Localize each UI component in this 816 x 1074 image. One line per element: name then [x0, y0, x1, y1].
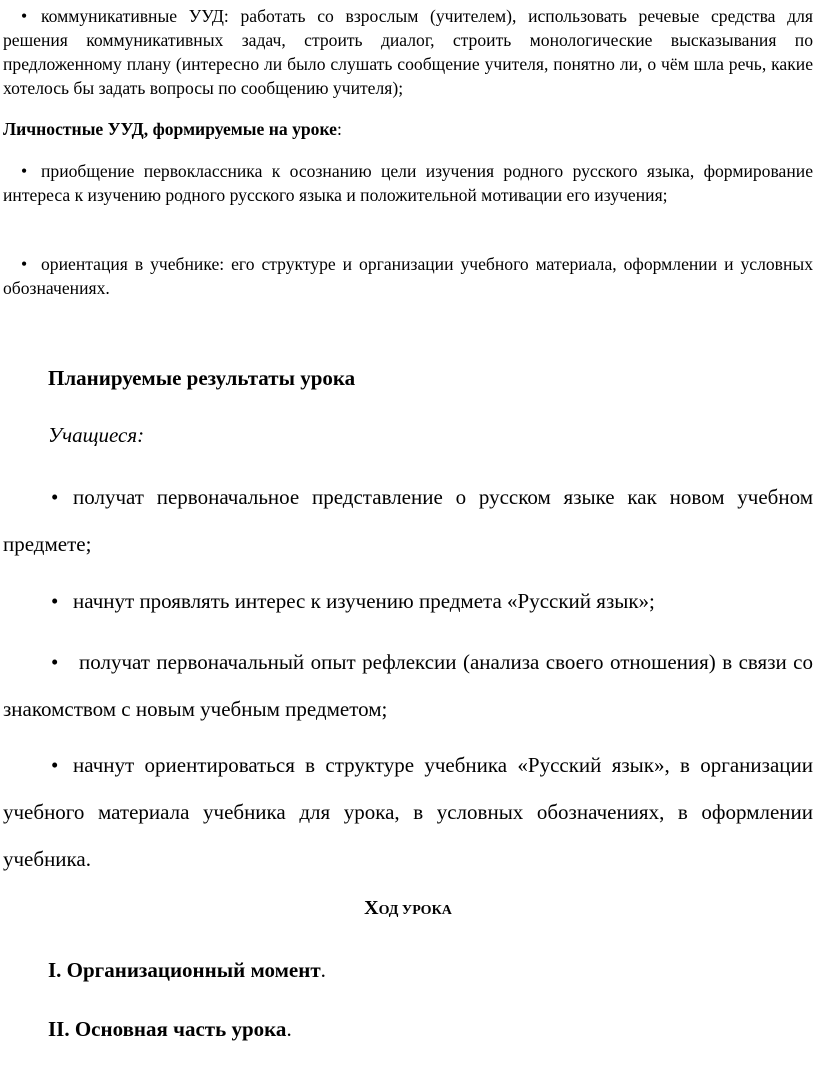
- communicative-uud-text: коммуникативные УУД: работать со взрослым (учителем), использовать речевые средства для решения коммуникативных задач, строить диалог, строить монологические высказывания по предложенному плану (интересно ли было слушать сообщение учителя, понятно ли, о чём шла речь, какие хотелось бы задать вопросы по сообщению учителя);: [3, 6, 813, 98]
- personal-uud-item-text: приобщение первоклассника к осознанию цели изучения родного русского языка, формирование интереса к изучению родного русского языка и положительной мотивации его изучения;: [3, 161, 813, 205]
- planned-result-item-text: получат первоначальный опыт рефлексии (анализа своего отношения) в связи со знакомством с новым учебным предметом;: [3, 650, 813, 721]
- communicative-uud-item: [3, 4, 813, 100]
- students-subheading: Учащиеся:: [48, 423, 145, 447]
- personal-uud-item: [3, 252, 813, 300]
- bullet-icon: •: [51, 589, 59, 613]
- lesson-flow-title: ХОД УРОКА: [364, 897, 452, 919]
- bullet-icon: •: [51, 753, 59, 777]
- bullet-icon: •: [51, 650, 59, 674]
- planned-result-item-text: начнут ориентироваться в структуре учебника «Русский язык», в организации учебного материала учебника для урока, в условных обозначениях, в оформлении учебника.: [3, 753, 813, 871]
- planned-result-item: [3, 578, 813, 625]
- bullet-icon: •: [21, 254, 28, 274]
- lesson-step-organizational: I. Организационный момент.: [48, 958, 326, 982]
- bullet-icon: •: [21, 161, 28, 181]
- personal-uud-heading: Личностные УУД, формируемые на уроке:: [3, 119, 342, 139]
- personal-uud-item: [3, 159, 813, 207]
- planned-result-item-text: начнут проявлять интерес к изучению предмета «Русский язык»;: [73, 589, 655, 613]
- personal-uud-item-text: ориентация в учебнике: его структуре и организации учебного материала, оформлении и условных обозначениях.: [3, 254, 813, 298]
- planned-result-item: [3, 639, 813, 733]
- planned-result-item: [3, 474, 813, 568]
- planned-results-heading: Планируемые результаты урока: [48, 366, 356, 390]
- planned-result-item-text: получат первоначальное представление о русском языке как новом учебном предмете;: [3, 485, 813, 556]
- lesson-step-main: II. Основная часть урока.: [48, 1017, 292, 1041]
- planned-result-item: [3, 742, 813, 883]
- bullet-icon: •: [21, 6, 28, 26]
- bullet-icon: •: [51, 485, 59, 509]
